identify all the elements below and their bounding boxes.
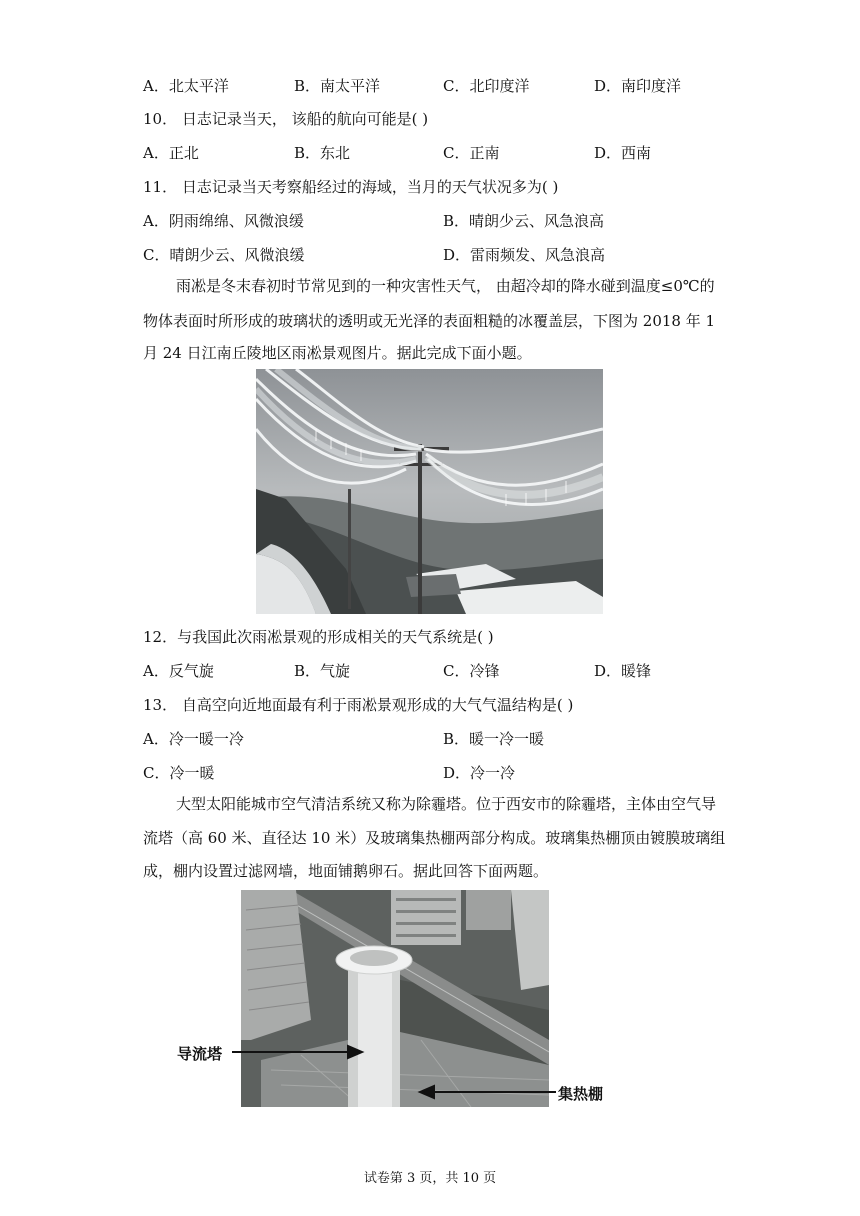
q12-stem: 12．与我国此次雨凇景观的形成相关的天气系统是( ) [143,628,494,646]
q12-option-c: C．冷锋 [443,662,500,680]
q13-option-d: D．冷一冷 [443,764,516,782]
q11-option-c: C．晴朗少云、风微浪缓 [143,246,305,264]
passage2-line1: 大型太阳能城市空气清洁系统又称为除霾塔。位于西安市的除霾塔，主体由空气导 [176,795,717,813]
q11-option-d: D．雷雨频发、风急浪高 [443,246,606,264]
q10-stem: 10． 日志记录当天， 该船的航向可能是( ) [143,110,429,128]
q12-option-d: D．暖锋 [594,662,652,680]
page-footer: 试卷第 3 页，共 10 页 [363,1171,497,1186]
q13-stem: 13． 自高空向近地面最有利于雨凇景观形成的大气气温结构是( ) [143,696,574,714]
q11-option-a: A．阴雨绵绵、风微浪缓 [143,212,304,230]
arrow-tower-head [348,1046,362,1058]
q13-option-a: A．冷一暖一冷 [143,730,244,748]
passage2-line2: 流塔（高 60 米、直径达 10 米）及玻璃集热棚两部分构成。玻璃集热棚顶由镀膜玻璃组 [143,829,726,847]
q9-option-d: D．南印度洋 [594,77,682,95]
passage1-line2: 物体表面时所形成的玻璃状的透明或无光泽的表面粗糙的冰覆盖层，下图为 2018 年 1 [143,312,716,330]
q10-option-a: A．正北 [143,144,199,162]
q13-option-c: C．冷一暖 [143,764,215,782]
q12-option-a: A．反气旋 [143,662,214,680]
passage1-line3: 月 24 日江南丘陵地区雨凇景观图片。据此完成下面小题。 [143,344,532,362]
label-shed: 集热棚 [558,1085,604,1103]
q13-option-b: B．暖一冷一暖 [443,730,545,748]
q9-option-b: B．南太平洋 [294,77,381,95]
q10-option-c: C．正南 [443,144,500,162]
q11-option-b: B．晴朗少云、风急浪高 [443,212,605,230]
passage2-line3: 成，棚内设置过滤网墙，地面铺鹅卵石。据此回答下面两题。 [143,862,549,880]
q10-option-b: B．东北 [294,144,351,162]
label-tower: 导流塔 [177,1045,223,1063]
q11-stem: 11． 日志记录当天考察船经过的海域，当月的天气状况多为( ) [143,178,559,196]
q12-option-b: B．气旋 [294,662,351,680]
arrow-shed-head [420,1086,434,1098]
passage1-line1: 雨凇是冬末春初时节常见到的一种灾害性天气， 由超冷却的降水碰到温度≤0℃的 [176,277,715,295]
q9-option-c: C．北印度洋 [443,77,530,95]
q10-option-d: D．西南 [594,144,652,162]
q9-option-a: A．北太平洋 [143,77,229,95]
